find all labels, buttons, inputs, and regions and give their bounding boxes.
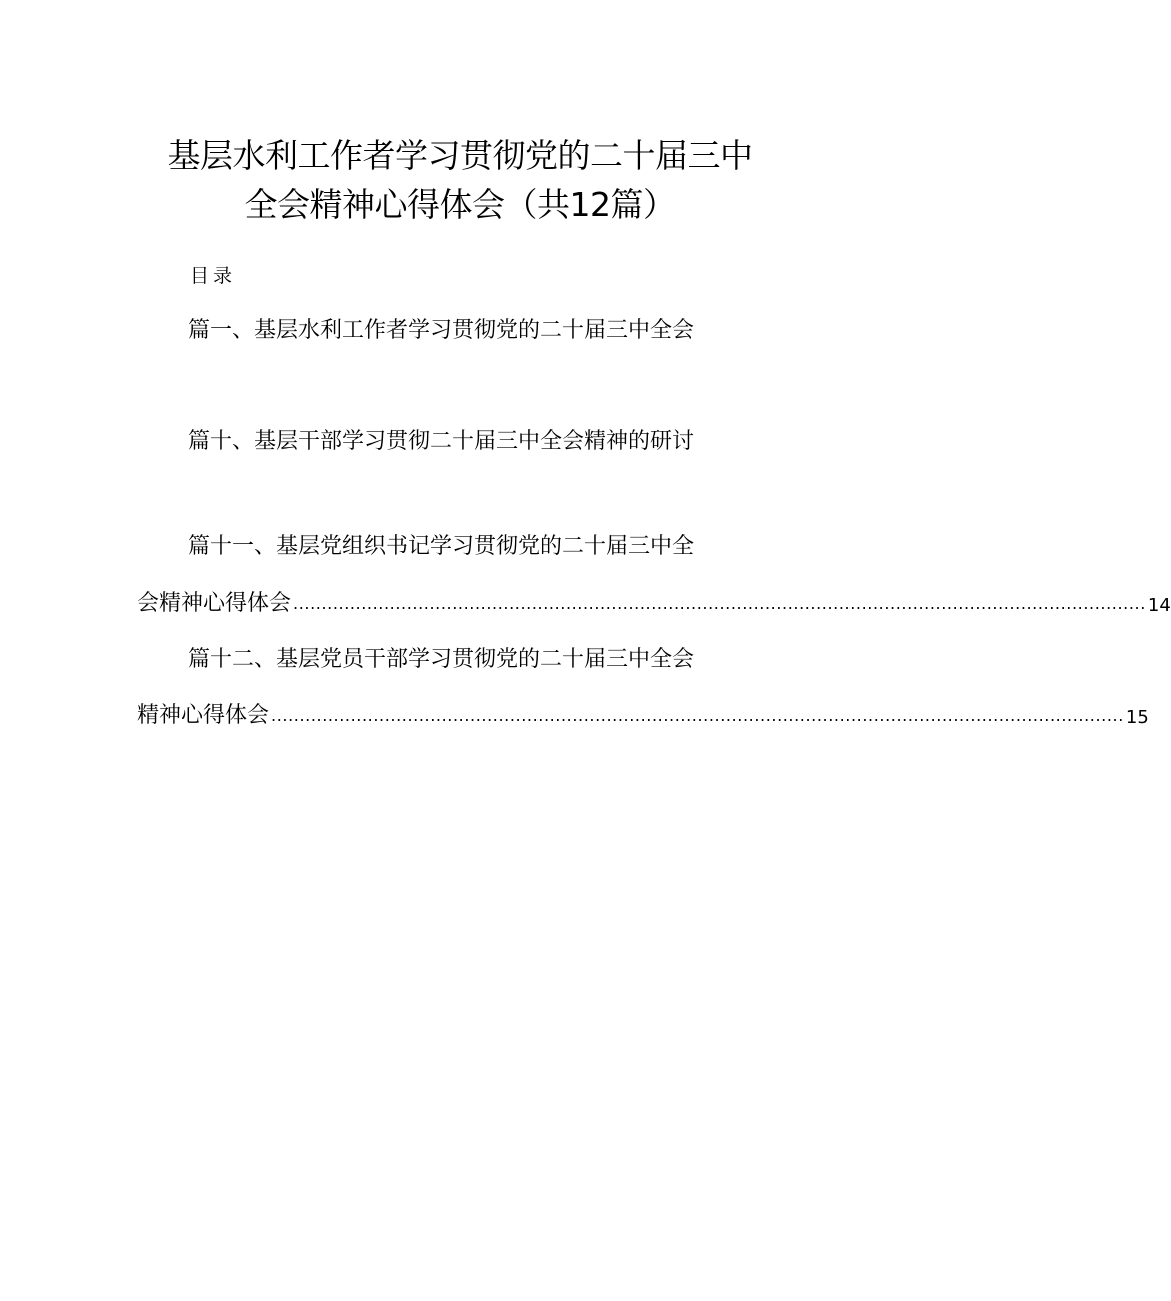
toc-page-number: 15 [1125,707,1149,728]
toc-dot-leader: ...................................................................................................................................................... [271,706,1124,725]
toc-entry-12-line-1[interactable]: 篇十二、基层党员干部学习贯彻党的二十届三中全会 [188,647,695,672]
toc-entry-11-line-2[interactable] [137,589,1171,619]
toc-entry-10[interactable]: 篇十、基层干部学习贯彻二十届三中全会精神的研讨 [188,429,695,454]
toc-entry-11-continuation: 会精神心得体会 [137,591,292,616]
toc-dot-leader: ...................................................................................................................................................... [293,594,1146,613]
toc-page-number: 14 [1147,595,1171,616]
toc-entry-12-line-2[interactable] [137,701,1149,731]
toc-entry-12-continuation: 精神心得体会 [137,703,270,728]
document-title-line-2: 全会精神心得体会（共12篇） [244,185,676,224]
toc-heading: 目录 [190,265,237,287]
toc-entry-1[interactable]: 篇一、基层水利工作者学习贯彻党的二十届三中全会 [188,318,695,343]
toc-entry-11-line-1[interactable]: 篇十一、基层党组织书记学习贯彻党的二十届三中全 [188,534,695,559]
document-title-line-1: 基层水利工作者学习贯彻党的二十届三中 [167,136,753,175]
